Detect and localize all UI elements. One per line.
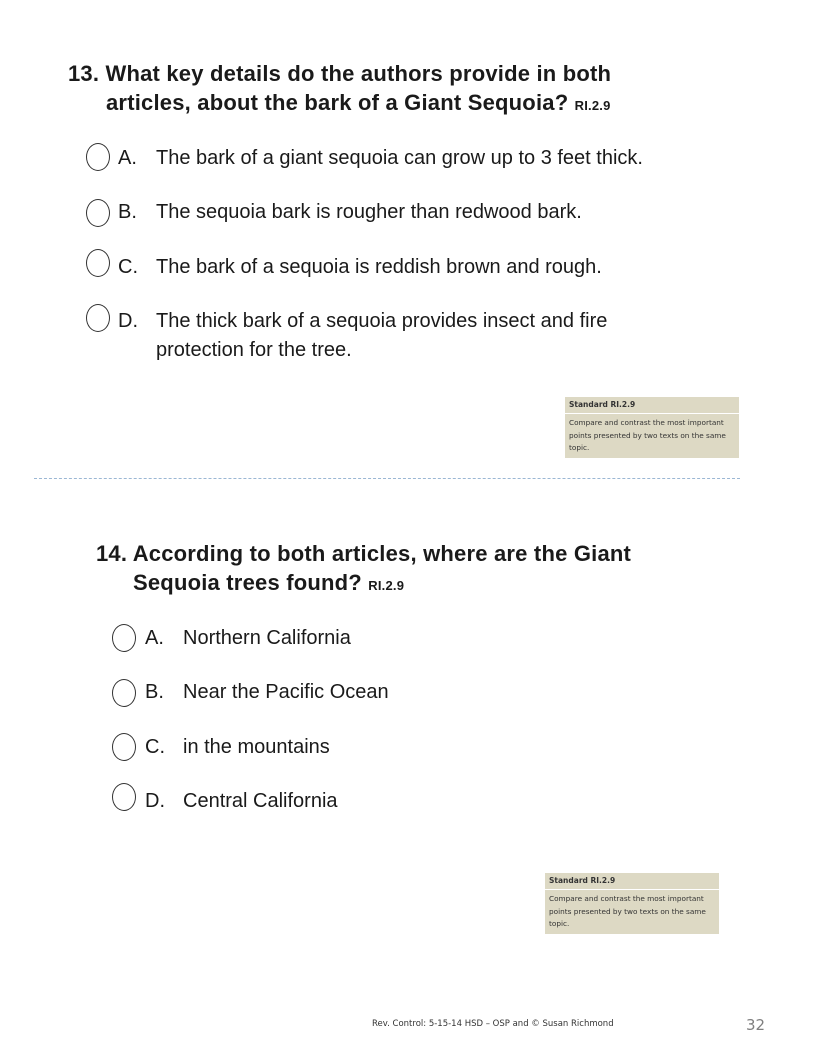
q14-option-a-letter: A. — [145, 627, 164, 649]
standard-box-q13-body: Compare and contrast the most important points presented by two texts on the same topic. — [569, 418, 726, 452]
q14-option-a-text: Northern California — [183, 627, 351, 649]
question-14-standard-tag: RI.2.9 — [368, 578, 405, 593]
question-14-prompt — [96, 539, 631, 600]
q13-option-c-bubble[interactable] — [86, 249, 110, 277]
q13-option-d-bubble[interactable] — [86, 304, 110, 332]
question-13-standard-tag: RI.2.9 — [574, 98, 611, 113]
question-14-line2: Sequoia trees found? — [133, 570, 362, 595]
question-13-number: 13. — [68, 61, 100, 86]
q13-option-b-text: The sequoia bark is rougher than redwood bark. — [156, 201, 582, 223]
question-14-line1: According to both articles, where are the Giant — [132, 541, 632, 566]
q14-option-b-text: Near the Pacific Ocean — [183, 681, 389, 703]
q14-option-d-text: Central California — [183, 790, 338, 812]
q13-option-b-bubble[interactable] — [86, 199, 110, 227]
q13-option-c-text: The bark of a sequoia is reddish brown and rough. — [156, 256, 602, 278]
standard-box-q13 — [565, 397, 739, 458]
q14-option-b-letter: B. — [145, 681, 164, 703]
footer-rev-control: Rev. Control: 5-15-14 HSD – OSP and © Susan Richmond — [372, 1019, 614, 1029]
question-14-number: 14. — [96, 541, 128, 566]
q13-option-d-letter: D. — [118, 310, 138, 332]
q14-option-c-letter: C. — [145, 736, 165, 758]
q13-option-a-letter: A. — [118, 147, 137, 169]
q14-option-c-text: in the mountains — [183, 736, 330, 758]
q13-option-c-letter: C. — [118, 256, 138, 278]
section-divider — [34, 478, 740, 479]
question-13-prompt — [68, 59, 611, 120]
page-number: 32 — [746, 1016, 766, 1034]
standard-box-q14-body: Compare and contrast the most important points presented by two texts on the same topic. — [549, 894, 706, 928]
q13-option-a-bubble[interactable] — [86, 143, 110, 171]
standard-box-q14-heading: Standard RI.2.9 — [545, 873, 719, 890]
q13-option-a-text: The bark of a giant sequoia can grow up to 3 feet thick. — [156, 147, 643, 169]
standard-box-q14 — [545, 873, 719, 934]
standard-box-q13-heading: Standard RI.2.9 — [565, 397, 739, 414]
q13-option-d-text-cont: protection for the tree. — [156, 339, 352, 361]
question-13-line2: articles, about the bark of a Giant Sequoia? — [106, 90, 569, 115]
q14-option-a-bubble[interactable] — [112, 624, 136, 652]
q13-option-b-letter: B. — [118, 201, 137, 223]
q14-option-b-bubble[interactable] — [112, 679, 136, 707]
q14-option-d-letter: D. — [145, 790, 165, 812]
q13-option-d-text: The thick bark of a sequoia provides insect and fire — [156, 310, 608, 332]
question-13-line1: What key details do the authors provide in both — [105, 61, 612, 86]
q14-option-d-bubble[interactable] — [112, 783, 136, 811]
q14-option-c-bubble[interactable] — [112, 733, 136, 761]
